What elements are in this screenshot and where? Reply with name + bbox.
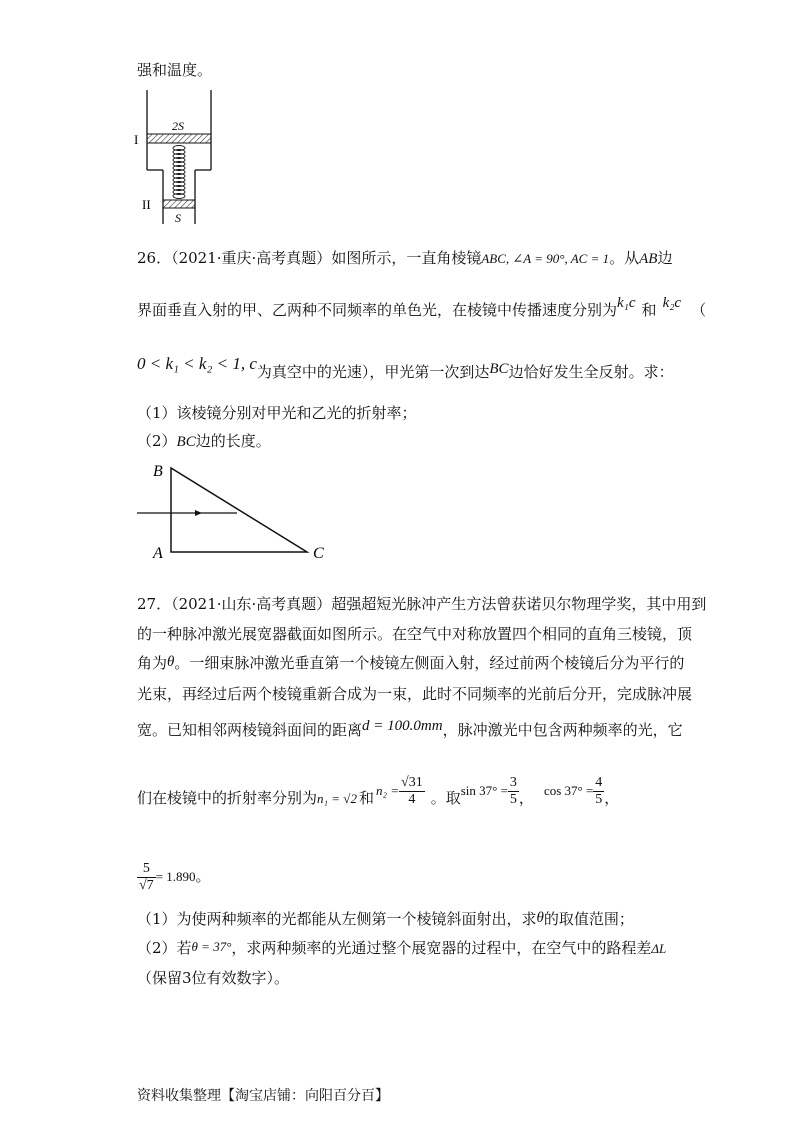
q26-part-1: （1）该棱镜分别对甲光和乙光的折射率； [137, 404, 417, 422]
q27-text: 。一细束脉冲激光垂直第一个棱镜左侧面入射，经过前两个棱镜后分为平行的 [174, 654, 685, 672]
q26-text: 边的长度。 [195, 432, 271, 450]
q27-line-5 [137, 720, 683, 741]
intro-line: 强和温度。 [137, 61, 213, 79]
q27-sqrt7-frac [137, 861, 156, 894]
q27-text: ，求两种频率的光通过整个展宽器的过程中，在空气中的路程差 [231, 939, 652, 957]
q27-d: d = 100.0mm [362, 718, 443, 734]
q27-cos: cos 37° = [543, 783, 594, 798]
frac-denominator: √7 [139, 877, 154, 893]
q27-comma: ， [518, 789, 534, 807]
spring-coil [173, 146, 185, 199]
q27-source: （2021·山东·高考真题） [171, 595, 332, 613]
q27-theta: θ [167, 654, 175, 670]
q26-bc: BC [489, 361, 509, 377]
q27-text: （2）若 [137, 939, 192, 957]
q27-qu: 。取 [430, 789, 461, 807]
prism-figure [135, 458, 335, 563]
frac-denominator: 4 [408, 791, 416, 807]
q26-text: 边恰好发生全反射。求： [508, 363, 674, 381]
q26-line-2 [137, 295, 707, 321]
q26-text: 如图所示，一直角棱镜 [331, 249, 482, 267]
q27-number: 27． [137, 595, 172, 613]
footer-credit: 资料收集整理【淘宝店铺：向阳百分百】 [137, 1088, 389, 1104]
q26-text: 界面垂直入射的甲、乙两种不同频率的单色光，在棱镜中传播速度分别为 [137, 301, 618, 319]
q27-line-1 [137, 594, 706, 614]
cylinder-piston-figure [130, 88, 220, 228]
q27-theta-2: θ [536, 910, 544, 926]
q27-theta-37: θ = 37° [191, 939, 232, 954]
q27-text: 角为 [137, 654, 168, 672]
q27-line-6 [137, 774, 620, 819]
label-b: B [153, 463, 163, 480]
q27-cos-frac [593, 775, 604, 808]
q27-period: 。 [195, 867, 211, 885]
label-2s: 2S [172, 119, 184, 133]
q26-part-2 [137, 431, 271, 452]
q26-condition: 0 < k₁ < k₂ < 1, c [137, 354, 257, 373]
q26-bc-2: BC [176, 434, 196, 450]
q26-line-1 [137, 248, 672, 269]
q27-frac7-rhs: = 1.890 [155, 869, 196, 884]
q27-sin-frac [508, 775, 519, 808]
q26-k2c: k₂c [662, 295, 682, 311]
label-a: A [153, 545, 163, 562]
marker-i: I [134, 132, 139, 147]
q26-he: 和 [641, 301, 657, 319]
q27-n2-frac [399, 775, 425, 808]
q26-text: 边 [657, 249, 673, 267]
label-s: S [175, 211, 181, 225]
q26-paren: （ [691, 301, 707, 319]
q27-text: （1）为使两种频率的光都能从左侧第一个棱镜斜面射出，求 [137, 910, 537, 928]
q27-line-3 [137, 653, 684, 674]
q27-comma: ， [604, 789, 620, 807]
q27-part-2 [137, 938, 666, 959]
label-c: C [313, 545, 324, 562]
frac-numerator: √31 [401, 774, 423, 790]
q27-n2-lhs: n₂ = [375, 783, 400, 798]
q26-k1c: k₁c [617, 295, 636, 311]
frac-numerator: 5 [137, 861, 156, 878]
frac-numerator: 4 [595, 774, 603, 790]
frac-denominator: 5 [595, 791, 603, 807]
q26-text: （2） [137, 432, 177, 450]
q26-ab: AB [639, 251, 658, 267]
q27-text: 的取值范围； [543, 910, 634, 928]
q27-he: 和 [358, 789, 374, 807]
q27-sin: sin 37° = [460, 783, 508, 798]
q27-text: 超强超短光脉冲产生方法曾获诺贝尔物理学奖，其中用到 [331, 595, 707, 613]
q26-text: 。从 [609, 249, 640, 267]
frac-denominator: 5 [509, 791, 517, 807]
frac-numerator: 3 [509, 774, 517, 790]
q26-source: （2021·重庆·高考真题） [171, 249, 332, 267]
q27-line-2: 的一种脉冲激光展宽器截面如图所示。在空气中对称放置四个相同的直角三棱镜，顶 [137, 625, 693, 643]
q27-delta-l: ΔL [651, 941, 667, 956]
q26-text: 为真空中的光速），甲光第一次到达 [256, 363, 490, 381]
q26-math-abc: ABC, ∠A = 90°, AC = 1 [481, 251, 610, 266]
q27-part-1 [137, 909, 634, 930]
q27-line-4: 光束，再经过后两个棱镜重新合成为一束，此时不同频率的光前后分开，完成脉冲展 [137, 685, 693, 703]
q27-line-7 [137, 856, 211, 897]
marker-ii: II [142, 197, 151, 212]
q27-text: 们在棱镜中的折射率分别为 [137, 789, 318, 807]
q27-n1: n₁ = √2 [317, 791, 357, 806]
q26-line-3 [137, 354, 674, 383]
q27-part-3: （保留3位有效数字）。 [137, 969, 290, 987]
q27-text: 宽。已知相邻两棱镜斜面间的距离 [137, 721, 363, 739]
q26-number: 26． [137, 249, 172, 267]
q27-text: ，脉冲激光中包含两种频率的光，它 [442, 721, 683, 739]
